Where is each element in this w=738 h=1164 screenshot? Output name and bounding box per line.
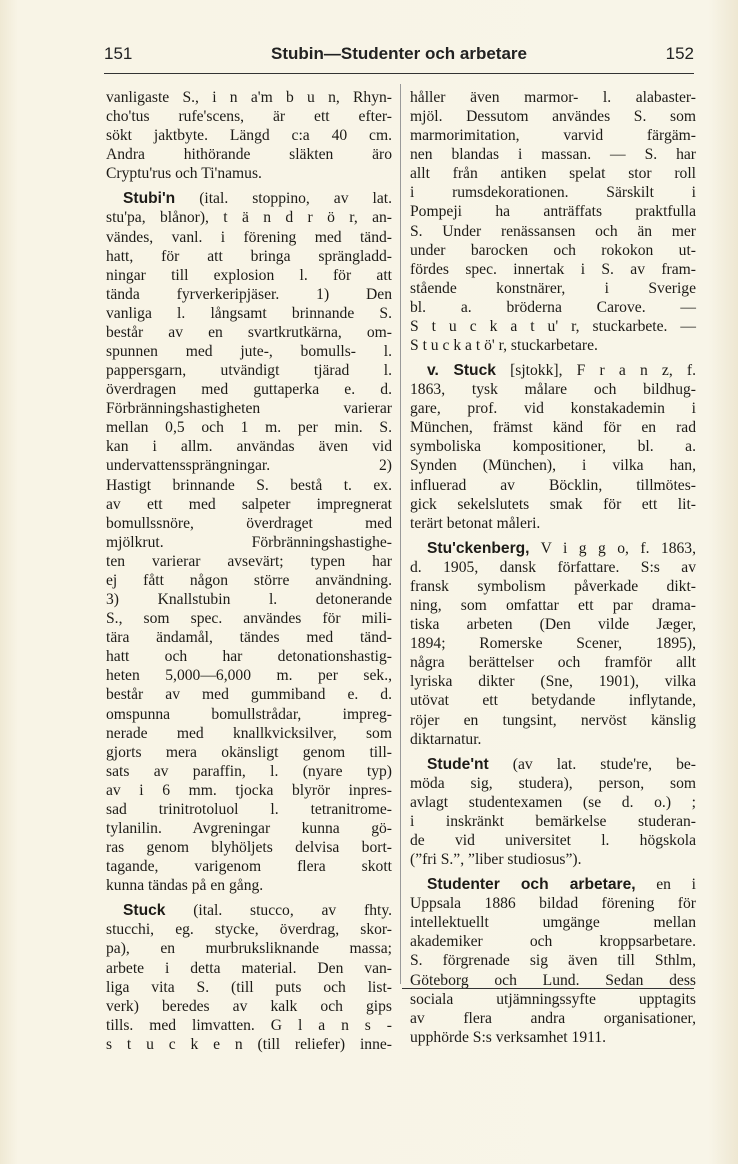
right-column-line: marmorimitation, varvid färgäm- bbox=[410, 127, 696, 145]
left-column-line: mellan 0,5 och 1 m. per min. S. bbox=[106, 419, 392, 437]
left-column-line: gjorts mera okänsligt genom till- bbox=[106, 743, 392, 761]
left-column-line: tända fyrverkeripjäser. 1) Den bbox=[106, 285, 392, 303]
right-column-line: nen blandas i massan. — S. har bbox=[410, 146, 696, 164]
left-column-line: vändes, vanl. i förening med tänd- bbox=[106, 228, 392, 246]
right-column-line: Göteborg och Lund. Sedan dess bbox=[410, 971, 696, 989]
headword: Stubi'n bbox=[123, 190, 176, 208]
left-column-line: ej fått någon större användning. bbox=[106, 571, 392, 589]
right-column-line: bl. a. bröderna Carove. — bbox=[410, 298, 696, 316]
left-column-line: av i 6 mm. tjocka blyrör inpres- bbox=[106, 781, 392, 799]
right-column-line: möda sig, studera), person, som bbox=[410, 774, 696, 792]
left-column-line: Stuck (ital. stucco, av fhty. bbox=[123, 902, 392, 920]
left-column-line: s t u c k e n (till reliefer) inne- bbox=[106, 1035, 392, 1053]
right-column-line: influerad av Böcklin, tillmötes- bbox=[410, 476, 696, 494]
left-column-line: 3) Knallstubin l. detonerande bbox=[106, 591, 392, 609]
headword: v. Stuck bbox=[427, 362, 496, 380]
right-column-line: S. förgrenade sig även till Sthlm, bbox=[410, 952, 696, 970]
right-column-line: röjer en tungsint, nervöst känslig bbox=[410, 711, 696, 729]
left-column-line: tagande, varigenom flera skott bbox=[106, 858, 392, 876]
left-column-line: ras genom blyhöljets delvisa bort- bbox=[106, 839, 392, 857]
right-column-line: akademiker och kroppsarbetare. bbox=[410, 933, 696, 951]
left-column-line: pa), en murbruksliknande massa; bbox=[106, 940, 392, 958]
right-column-line: avlagt studentexamen (se d. o.) ; bbox=[410, 793, 696, 811]
right-column-line: de vid universitet l. högskola bbox=[410, 831, 696, 849]
right-column-line: mjöl. Dessutom användes S. som bbox=[410, 108, 696, 126]
right-column-line: S t u c k a t ö' r, stuckarbetare. bbox=[410, 337, 598, 355]
right-column-line: terärt betonat måleri. bbox=[410, 514, 541, 532]
left-column-line: bomullssnöre, överdraget med bbox=[106, 514, 392, 532]
right-column-line: Synden (München), i vilka han, bbox=[410, 457, 696, 475]
left-column-line: omspunna bomullstrådar, impreg- bbox=[106, 705, 392, 723]
right-column-line: allt från antiken spelat stor roll bbox=[410, 165, 696, 183]
right-column-line: Uppsala 1886 bildad förening för bbox=[410, 895, 696, 913]
headword: Studenter och arbetare, bbox=[427, 876, 636, 894]
right-column-line: S. Under renässansen och än mer bbox=[410, 222, 696, 240]
left-column-line: hatt, för att bringa sprängladd- bbox=[106, 247, 392, 265]
right-column-line: symboliska kompositioner, bl. a. bbox=[410, 438, 696, 456]
right-column-line: d. 1905, dansk författare. S:s av bbox=[410, 558, 696, 576]
right-column-line: tiska arbeten (Den vilde Jæger, bbox=[410, 616, 696, 634]
left-column-line: stucchi, eg. stycke, överdrag, skor- bbox=[106, 921, 392, 939]
left-column-line: liga vita S. (till puts och list- bbox=[106, 978, 392, 996]
headword: Stude'nt bbox=[427, 755, 489, 773]
right-column-line: Stude'nt (av lat. stude're, be- bbox=[427, 755, 696, 773]
left-column-line: Förbränningshastigheten varierar bbox=[106, 400, 392, 418]
left-column-line: tära ändamål, tändes med tänd- bbox=[106, 629, 392, 647]
left-column-line: vanliga l. långsamt brinnande S. bbox=[106, 304, 392, 322]
left-column-line: sats av paraffin, l. (nyare typ) bbox=[106, 762, 392, 780]
right-column-line: v. Stuck [sjtokk], F r a n z, f. bbox=[427, 362, 696, 380]
left-column-line: kan i allm. användas även vid bbox=[106, 438, 392, 456]
right-column-line: av flera andra organisationer, bbox=[410, 1009, 696, 1027]
left-column-line: sökt jaktbyte. Längd c:a 40 cm. bbox=[106, 127, 392, 145]
right-column-line: München, främst känd för en rad bbox=[410, 419, 696, 437]
right-column-line: gare, prof. vid konstakademin i bbox=[410, 400, 696, 418]
right-column-line: håller även marmor- l. alabaster- bbox=[410, 89, 696, 106]
right-column-line: (”fri S.”, ”liber studiosus”). bbox=[410, 851, 582, 869]
right-column-line: fördes spec. innertak i S. av fram- bbox=[410, 260, 696, 278]
left-column-line: spunnen med jute-, bomulls- l. bbox=[106, 343, 392, 361]
left-column-line: mjölkrut. Förbränningshastighe- bbox=[106, 533, 392, 551]
headword: Stu'ckenberg, bbox=[427, 539, 530, 557]
right-column-line: under barocken och rokokon ut- bbox=[410, 241, 696, 259]
right-column-line: upphörde S:s verksamhet 1911. bbox=[410, 1028, 607, 1046]
page-number-right: 152 bbox=[665, 44, 694, 63]
column-divider bbox=[400, 84, 401, 984]
left-column-line: verk) beredes av kalk och gips bbox=[106, 997, 392, 1015]
headword: Stuck bbox=[123, 902, 166, 920]
right-column-line: 1863, tysk målare och bildhug- bbox=[410, 381, 696, 399]
right-column-line: S t u c k a t u' r, stuckarbete. — bbox=[410, 317, 696, 335]
page-header bbox=[104, 44, 694, 72]
left-column-line: kunna tändas på en gång. bbox=[106, 877, 264, 895]
left-column-line: tills. med limvatten. G l a n s - bbox=[106, 1016, 392, 1034]
left-column-line: S., som spec. användes för mili- bbox=[106, 610, 392, 628]
right-column-line: 1894; Romerske Scener, 1895), bbox=[410, 635, 696, 653]
right-column-line: Pompeji ha anträffats praktfulla bbox=[410, 203, 696, 221]
right-column-line: Stu'ckenberg, V i g g o, f. 1863, bbox=[427, 539, 696, 557]
left-column-line: heten 5,000—6,000 m. per sek., bbox=[106, 667, 392, 685]
left-column-line: överdragen med guttaperka e. d. bbox=[106, 381, 392, 399]
right-column-line: några berättelser och framför allt bbox=[410, 654, 696, 672]
end-rule bbox=[402, 988, 694, 989]
left-column-line: ningar till explosion l. för att bbox=[106, 266, 392, 284]
right-column-line: utövat ett betydande inflytande, bbox=[410, 692, 696, 710]
left-column-line: tylanilin. Avgreningar kunna gö- bbox=[106, 819, 392, 837]
left-column bbox=[106, 88, 392, 1054]
left-column-line: arbete i detta material. Den van- bbox=[106, 959, 392, 977]
left-column-line: av ett med salpeter impregnerat bbox=[106, 495, 392, 513]
left-column-line: Andra hithörande släkten äro bbox=[106, 146, 392, 164]
left-column-line: hatt och har detonationshastig- bbox=[106, 648, 392, 666]
left-column-line: pappersgarn, utvändigt tjärad l. bbox=[106, 362, 392, 380]
right-column-line: gick sekelslutets smak för ett lit- bbox=[410, 495, 696, 513]
right-column-line: intellektuellt umgänge mellan bbox=[410, 914, 696, 932]
left-column-line: ten varierar avsevärt; typen har bbox=[106, 552, 392, 570]
right-column-line: sociala utjämningssyfte upptagits bbox=[410, 990, 696, 1008]
right-column-line: i rumsdekorationen. Särskilt i bbox=[410, 184, 696, 202]
left-column-line: består av en svartkrutkärna, om- bbox=[106, 323, 392, 341]
left-column-line: stu'pa, blånor), t ä n d r ö r, an- bbox=[106, 209, 392, 227]
left-column-line: nerade med knallkvicksilver, som bbox=[106, 724, 392, 742]
left-column-line: sad trinitrotoluol l. tetranitrome- bbox=[106, 800, 392, 818]
right-column-line: ning, som omfattar ett par drama- bbox=[410, 597, 696, 615]
left-column-line: cho'tus rufe'scens, är ett efter- bbox=[106, 108, 392, 126]
running-title: Stubin—Studenter och arbetare bbox=[271, 44, 527, 63]
right-column-line: diktarnatur. bbox=[410, 730, 482, 748]
right-column-line: fransk symbolism påverkade dikt- bbox=[410, 577, 696, 595]
right-column-line: lyriska dikter (Sne, 1901), vilka bbox=[410, 673, 696, 691]
right-column-line: stående konstnärer, i Sverige bbox=[410, 279, 696, 297]
header-rule bbox=[104, 73, 694, 74]
left-column-line: består av med gummiband e. d. bbox=[106, 686, 392, 704]
left-column-line: Hastigt brinnande S. bestå t. ex. bbox=[106, 476, 392, 494]
left-column-line: vanligaste S., i n a'm b u n, Rhyn- bbox=[106, 89, 392, 106]
right-column bbox=[410, 88, 696, 1047]
left-column-line: Stubi'n (ital. stoppino, av lat. bbox=[123, 190, 392, 208]
left-column-line: undervattenssprängningar. 2) bbox=[106, 457, 392, 475]
page-number-left: 151 bbox=[104, 44, 133, 63]
left-column-line: Cryptu'rus och Ti'namus. bbox=[106, 165, 262, 183]
right-column-line: Studenter och arbetare, en i bbox=[427, 876, 696, 894]
right-column-line: i inskränkt bemärkelse studeran- bbox=[410, 812, 696, 830]
